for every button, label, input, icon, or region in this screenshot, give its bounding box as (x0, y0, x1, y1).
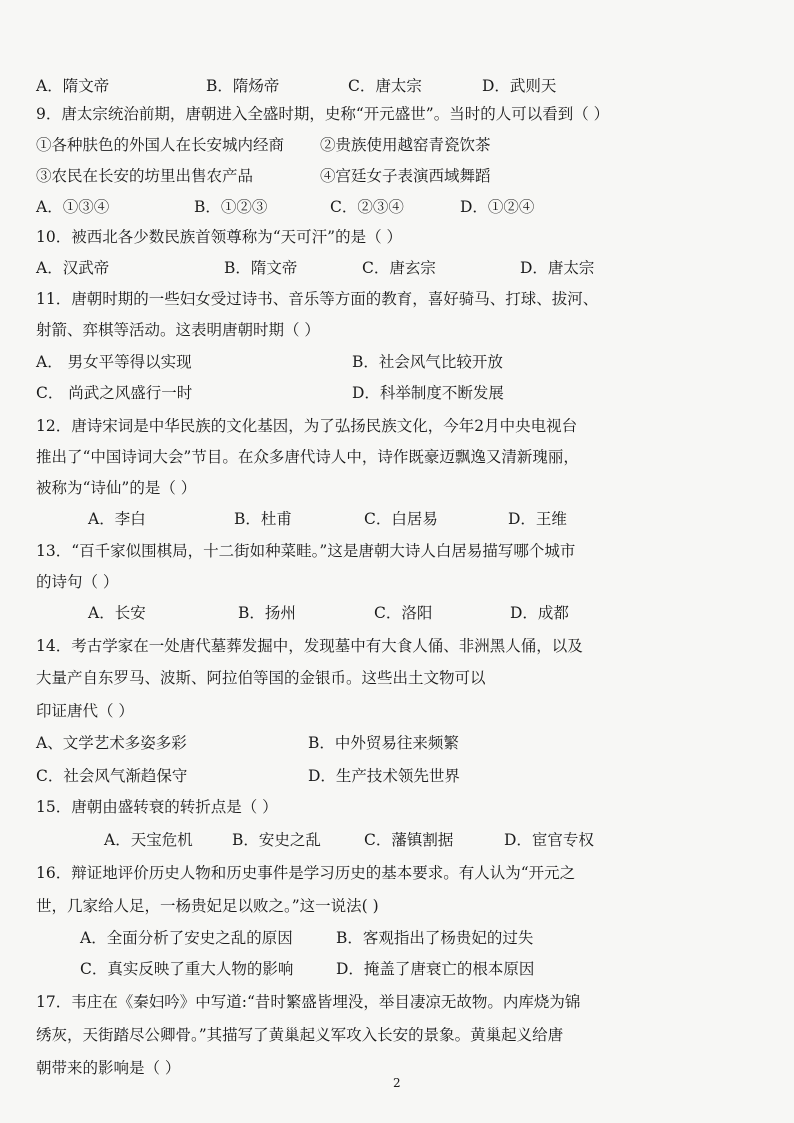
q14-option-c: C．社会风气渐趋保守 (36, 767, 188, 785)
q11-option-b: B．社会风气比较开放 (352, 353, 503, 371)
q10-option-a: A．汉武帝 (36, 259, 110, 277)
q16-stem-line-2: 世，几家给人足，一杨贵妃足以败之。”这一说法( ) (36, 897, 379, 915)
q14-stem-line-3: 印证唐代（ ） (36, 702, 134, 720)
q9-item-3: ③农民在长安的坊里出售农产品 (36, 167, 254, 185)
q14-option-b: B．中外贸易往来频繁 (308, 734, 459, 752)
q9-option-d: D．①②④ (460, 198, 535, 216)
q11-option-d: D．科举制度不断发展 (352, 384, 504, 402)
q14-stem-line-1: 14．考古学家在一处唐代墓葬发掘中，发现墓中有大食人俑、非洲黑人俑，以及 (36, 637, 583, 655)
q16-option-c: C．真实反映了重大人物的影响 (80, 960, 294, 978)
q8-option-d: D．武则天 (482, 77, 557, 95)
q16-option-d: D．掩盖了唐衰亡的根本原因 (336, 960, 535, 978)
q13-option-c: C．洛阳 (374, 604, 433, 622)
q17-stem-line-1: 17．韦庄在《秦妇吟》中写道:“昔时繁盛皆埋没，举目凄凉无故物。内库烧为锦 (36, 993, 581, 1011)
q11-option-c: C． 尚武之风盛行一时 (36, 384, 193, 402)
q10-option-c: C．唐玄宗 (362, 259, 436, 277)
q15-option-a: A．天宝危机 (104, 831, 193, 849)
q10-stem: 10．被西北各少数民族首领尊称为“天可汗”的是（ ） (36, 228, 402, 246)
q15-option-b: B．安史之乱 (232, 831, 321, 849)
q11-option-a: A． 男女平等得以实现 (36, 353, 192, 371)
q9-options (36, 197, 534, 217)
q15-options (104, 830, 594, 850)
q11-stem-line-2: 射箭、弈棋等活动。这表明唐朝时期（ ） (36, 321, 320, 339)
q13-option-b: B．扬州 (238, 604, 296, 622)
q10-option-b: B．隋文帝 (224, 259, 298, 277)
q12-stem-line-1: 12．唐诗宋词是中华民族的文化基因，为了弘扬民族文化，今年2月中央电视台 (36, 417, 578, 435)
q9-option-b: B．①②③ (194, 198, 268, 216)
q16-option-a: A．全面分析了安史之乱的原因 (80, 929, 293, 947)
q10-options (36, 258, 594, 278)
q9-option-c: C．②③④ (330, 198, 404, 216)
q12-options (88, 509, 567, 529)
q8-options (36, 76, 556, 96)
q11-stem-line-1: 11．唐朝时期的一些妇女受过诗书、音乐等方面的教育，喜好骑马、打球、拔河、 (36, 290, 599, 308)
q16-option-b: B．客观指出了杨贵妃的过失 (336, 929, 534, 947)
q8-option-b: B．隋炀帝 (206, 77, 280, 95)
q9-option-a: A．①③④ (36, 198, 110, 216)
q13-option-a: A．长安 (88, 604, 146, 622)
q15-option-c: C．藩镇割据 (364, 831, 454, 849)
q14-option-a: A、文学艺术多姿多彩 (36, 734, 187, 752)
page-number: 2 (393, 1076, 401, 1090)
q12-stem-line-2: 推出了“中国诗词大会”节目。在众多唐代诗人中，诗作既豪迈飘逸又清新瑰丽， (36, 448, 579, 466)
q17-stem-line-2: 绣灰，天街踏尽公卿骨。”其描写了黄巢起义军攻入长安的景象。黄巢起义给唐 (36, 1026, 564, 1044)
q9-item-1: ①各种肤色的外国人在长安城内经商 (36, 136, 285, 154)
q12-stem-line-3: 被称为“诗仙”的是（ ） (36, 479, 197, 497)
q12-option-c: C．白居易 (364, 510, 438, 528)
q9-item-4: ④宫廷女子表演西域舞蹈 (320, 167, 491, 185)
q12-option-b: B．杜甫 (234, 510, 292, 528)
q13-stem-line-2: 的诗句（ ） (36, 573, 119, 591)
q9-item-2: ②贵族使用越窑青瓷饮茶 (320, 136, 491, 154)
q10-option-d: D．唐太宗 (520, 259, 595, 277)
q9-stem: 9．唐太宗统治前期，唐朝进入全盛时期，史称“开元盛世”。当时的人可以看到（ ） (36, 105, 610, 123)
q8-option-c: C．唐太宗 (348, 77, 422, 95)
q13-options (88, 603, 569, 623)
q16-stem-line-1: 16．辩证地评价历史人物和历史事件是学习历史的基本要求。有人认为“开元之 (36, 864, 576, 882)
q13-stem-line-1: 13．“百千家似围棋局，十二街如种菜畦。”这是唐朝大诗人白居易描写哪个城市 (36, 542, 576, 560)
q14-stem-line-2: 大量产自东罗马、波斯、阿拉伯等国的金银币。这些出土文物可以 (36, 669, 486, 687)
q12-option-d: D．王维 (508, 510, 567, 528)
q15-stem: 15．唐朝由盛转衰的转折点是（ ） (36, 798, 278, 816)
q13-option-d: D．成都 (510, 604, 569, 622)
q17-stem-line-3: 朝带来的影响是（ ） (36, 1059, 181, 1077)
q12-option-a: A．李白 (88, 510, 146, 528)
q8-option-a: A．隋文帝 (36, 77, 110, 95)
q15-option-d: D．宦官专权 (504, 831, 594, 849)
q14-option-d: D．生产技术领先世界 (308, 767, 460, 785)
